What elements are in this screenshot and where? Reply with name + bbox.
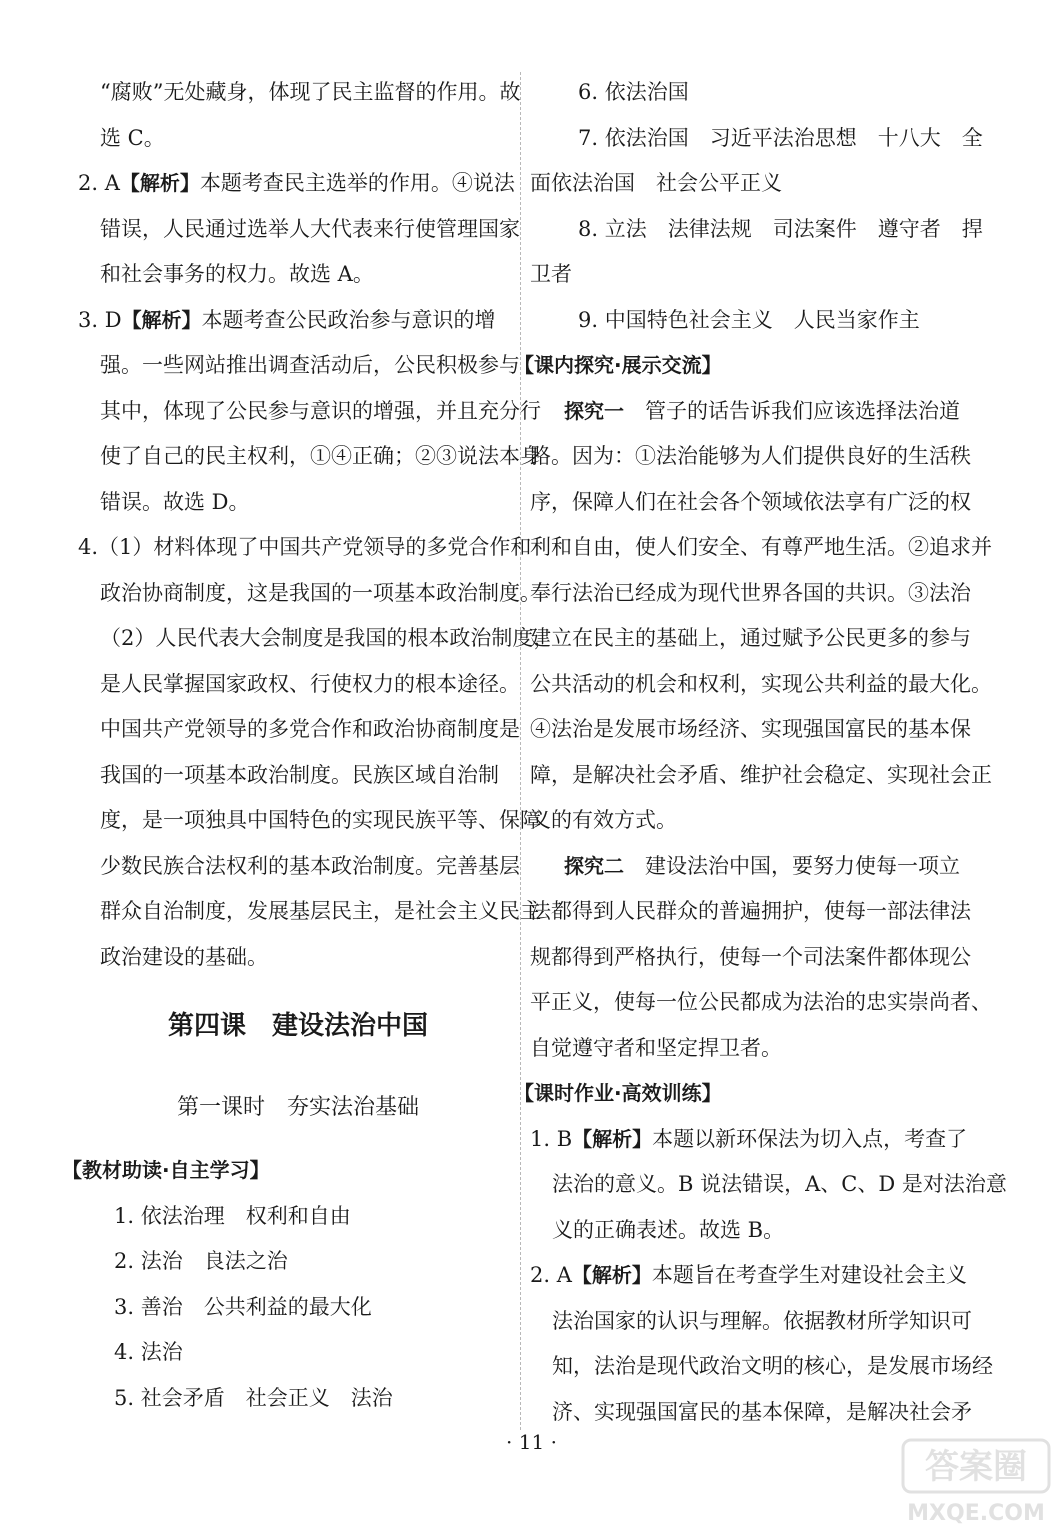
right_column-line [530, 161, 970, 207]
right_column-line [530, 389, 970, 435]
line-text: 建立在民主的基础上，通过赋予公民更多的参与 [530, 626, 971, 650]
line-text: 卫者 [530, 262, 572, 286]
line-text: 建设法治中国，要努力使每一项立 [624, 853, 960, 878]
right_column-section-heading: 【课内探究·展示交流】 [514, 353, 722, 377]
line-text: 义的正确表述。故选 B。 [552, 1217, 785, 1242]
right_column-line [530, 207, 983, 253]
line-text: 8. 立法 法律法规 司法案件 遵守者 捍 [578, 216, 983, 241]
line-text: “腐败”无处藏身，体现了民主监督的作用。故 [100, 80, 521, 104]
line-text: 4.（1）材料体现了中国共产党领导的多党合作和 [78, 535, 532, 559]
left_column-line [78, 571, 541, 617]
line-text: 政治建设的基础。 [100, 944, 268, 969]
line-text: 法都得到人民群众的普遍拥护，使每一部法律法 [530, 899, 971, 923]
line-text: 政治协商制度，这是我国的一项基本政治制度。 [100, 580, 541, 605]
line-text: 本题考查公民政治参与意识的增 [201, 307, 496, 332]
right_column-section-heading: 【课时作业·高效训练】 [514, 1081, 722, 1105]
answer-tag: 探究一 [564, 398, 624, 423]
line-text: 义的有效方式。 [530, 808, 677, 832]
left_column-line [78, 798, 541, 844]
left_column-line [78, 707, 518, 753]
right_column-line [530, 844, 970, 890]
lesson-subtitle: 第一课时 夯实法治基础 [176, 1095, 419, 1120]
right-answer-lines [514, 70, 1007, 1435]
line-text: 法治的意义。B 说法错误，A、C、D 是对法治意 [552, 1172, 1007, 1196]
left_column-line [78, 389, 541, 435]
line-text: 6. 依法治国 [578, 80, 689, 104]
left_column-line [78, 207, 518, 253]
answer-tag: 探究二 [564, 853, 624, 878]
study-items [78, 1194, 518, 1422]
line-text: 济、实现强国富民的基本保障，是解决社会矛 [552, 1399, 972, 1424]
line-text: 和社会事务的权力。故选 A。 [100, 262, 374, 286]
line-text: 我国的一项基本政治制度。民族区域自治制 [100, 762, 499, 787]
line-text: 知，法治是现代政治文明的核心，是发展市场经 [552, 1354, 993, 1378]
right-column [514, 70, 1007, 1435]
left_column-line [78, 525, 532, 571]
study-item: 4. 法治 [114, 1340, 183, 1364]
right_column-line [530, 889, 970, 935]
study-item: 2. 法治 良法之治 [114, 1249, 288, 1273]
right_column-line [530, 935, 970, 981]
answer-tag: 【解析】 [572, 1126, 653, 1151]
right_column-line [530, 116, 983, 162]
left_column-line [78, 889, 541, 935]
line-text: 面依法治国 社会公平正义 [530, 171, 782, 195]
line-text: 公共活动的机会和权利，实现公共利益的最大化。 [530, 671, 992, 696]
line-text: 是人民掌握国家政权、行使权力的根本途径。 [100, 671, 520, 696]
left_column-line [78, 161, 518, 207]
line-text: 利和自由，使人们安全、有尊严地生活。②追求并 [530, 535, 992, 559]
left_column-line [78, 252, 518, 298]
line-text: 规都得到严格执行，使每一个司法案件都体现公 [530, 944, 971, 969]
line-text: 使了自己的民主权利，①④正确；②③说法本身 [100, 444, 541, 468]
left_column-line [78, 298, 518, 344]
right_column-line [530, 70, 970, 116]
line-text: （2）人民代表大会制度是我国的根本政治制度， [100, 626, 555, 650]
right_column-line [530, 1162, 1007, 1208]
watermark-logo [901, 1436, 1051, 1526]
line-text: 9. 中国特色社会主义 人民当家作主 [578, 307, 920, 332]
right_column-line [530, 480, 970, 526]
lesson-title: 第四课 建设法治中国 [167, 1011, 428, 1041]
line-text: 路。因为：①法治能够为人们提供良好的生活秩 [530, 444, 971, 468]
line-text: 本题以新环保法为切入点，考查了 [652, 1126, 968, 1151]
right_column-line [530, 1117, 970, 1163]
line-text: 自觉遵守者和坚定捍卫者。 [530, 1035, 782, 1060]
left_column-line [78, 935, 518, 981]
line-text: 错误。故选 D。 [100, 489, 250, 514]
question-number: 1. B [530, 1126, 573, 1151]
right_column-line [530, 662, 992, 708]
line-text: 选 C。 [100, 125, 165, 150]
watermark-bottom-text: MXQE.COM [907, 1501, 1045, 1526]
line-text: 管子的话告诉我们应该选择法治道 [624, 398, 960, 423]
watermark-top-text: 答案圈 [925, 1447, 1027, 1487]
line-text: 障，是解决社会矛盾、维护社会稳定、实现社会正 [530, 762, 992, 787]
line-text: 度，是一项独具中国特色的实现民族平等、保障 [100, 808, 541, 832]
right_column-line [530, 798, 970, 844]
right_column-line [530, 1299, 970, 1345]
line-text: 法治国家的认识与理解。依据教材所学知识可 [552, 1308, 972, 1333]
line-text: 7. 依法治国 习近平法治思想 十八大 全 [578, 125, 983, 150]
right_column-line [530, 1026, 970, 1072]
right_column-line [530, 434, 970, 480]
study-item: 1. 依法治理 权利和自由 [114, 1203, 351, 1228]
right_column-line [530, 1344, 993, 1390]
left_column-line [78, 616, 555, 662]
line-text: ④法治是发展市场经济、实现强国富民的基本保 [530, 717, 971, 741]
line-text: 奉行法治已经成为现代世界各国的共识。③法治 [530, 580, 971, 605]
left_column-line [78, 662, 518, 708]
question-number: 2. A [530, 1263, 572, 1287]
study-item: 5. 社会矛盾 社会正义 法治 [114, 1385, 393, 1410]
left_column-line [78, 753, 518, 799]
line-text: 序，保障人们在社会各个领域依法享有广泛的权 [530, 489, 971, 514]
right_column-line [530, 571, 970, 617]
line-text: 本题考查民主选举的作用。④说法 [199, 171, 515, 195]
right_column-line [530, 980, 992, 1026]
line-text: 其中，体现了公民参与意识的增强，并且充分行 [100, 398, 541, 423]
left_column-line [78, 434, 541, 480]
left_column-line [78, 480, 518, 526]
left_column-line [78, 343, 518, 389]
right_column-line [530, 525, 992, 571]
line-text: 平正义，使每一位公民都成为法治的忠实崇尚者、 [530, 990, 992, 1014]
answer-tag: 【解析】 [571, 1263, 652, 1287]
line-text: 中国共产党领导的多党合作和政治协商制度是 [100, 717, 520, 741]
answer-tag: 【解析】 [119, 171, 200, 195]
section-heading-study: 【教材助读·自主学习】 [62, 1158, 270, 1182]
right_column-line [530, 298, 970, 344]
line-text: 强。一些网站推出调查活动后，公民积极参与 [100, 353, 520, 377]
left_column-line [78, 116, 518, 162]
right_column-line [530, 1253, 970, 1299]
column-divider [520, 72, 521, 1430]
line-text: 错误，人民通过选举人大代表来行使管理国家 [100, 216, 520, 241]
study-item: 3. 善治 公共利益的最大化 [114, 1294, 372, 1319]
right_column-line [530, 1390, 970, 1436]
answer-tag: 【解析】 [121, 307, 202, 332]
left_column-line [78, 844, 518, 890]
line-text: 群众自治制度，发展基层民主，是社会主义民主 [100, 899, 541, 923]
page-number: · 11 · [506, 1430, 557, 1454]
right_column-line [530, 252, 970, 298]
question-number: 2. A [78, 171, 120, 195]
line-text: 少数民族合法权利的基本政治制度。完善基层 [100, 853, 520, 878]
question-number: 3. D [78, 307, 122, 332]
left_column-line [78, 70, 521, 116]
right_column-line [530, 616, 970, 662]
right_column-line [530, 753, 992, 799]
right_column-line [530, 1208, 970, 1254]
line-text: 本题旨在考查学生对建设社会主义 [651, 1263, 967, 1287]
right_column-line [530, 707, 970, 753]
